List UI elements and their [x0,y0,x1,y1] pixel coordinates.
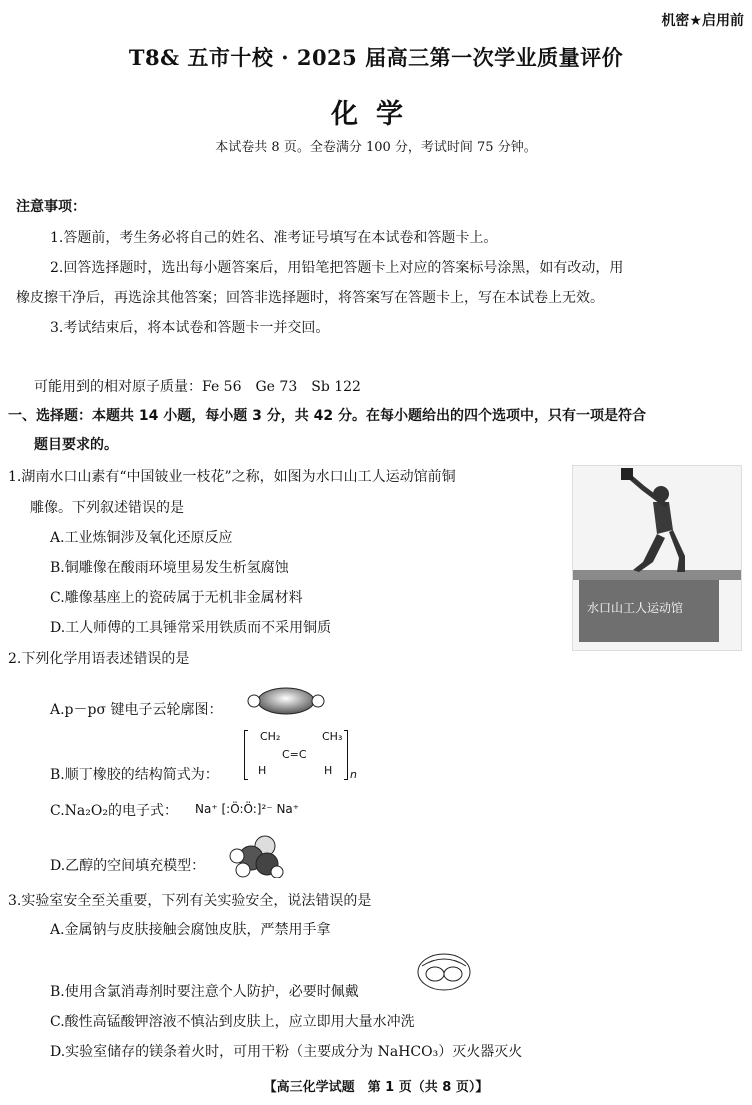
q1-stem: 1.湖南水口山素有“中国铍业一枝花”之称，如图为水口山工人运动馆前铜 [8,469,456,485]
sodium-ion: Na⁺ [276,802,300,816]
struct-ch2: CH₂ [260,730,281,743]
statue-photo [572,465,742,651]
q2-option-b: B.顺丁橡胶的结构简式为： [50,767,219,783]
peroxide-ion: [:Ö:Ö:]²⁻ [221,802,273,816]
electron-formula [195,802,299,816]
q2-option-c: C.Na₂O₂的电子式： [50,803,178,819]
notice-title: 注意事项： [16,199,86,215]
exam-info: 本试卷共 8 页。全卷满分 100 分，考试时间 75 分钟。 [215,140,537,155]
q2-option-a: A.p－pσ 键电子云轮廓图： [50,702,223,718]
q2-stem: 2.下列化学用语表述错误的是 [8,651,190,667]
q3-option-d: D.实验室储存的镁条着火时，可用干粉（主要成分为 NaHCO₃）灭火器灭火 [50,1044,523,1060]
notice-item-3: 3.考试结束后，将本试卷和答题卡一并交回。 [50,320,330,336]
struct-n: n [350,768,357,781]
section-heading-cont: 题目要求的。 [34,437,118,453]
q2-option-d: D.乙醇的空间填充模型： [50,858,206,874]
struct-ch3: CH₃ [322,730,343,743]
q3-option-b: B.使用含氯消毒剂时要注意个人防护，必要时佩戴 [50,984,359,1000]
sodium-ion: Na⁺ [195,802,218,816]
q3-stem: 3.实验室安全至关重要，下列有关实验安全，说法错误的是 [8,893,372,909]
goggles-icon [416,950,472,996]
q3-option-a: A.金属钠与皮肤接触会腐蚀皮肤，严禁用手拿 [50,922,331,938]
notice-item-1: 1.答题前，考生务必将自己的姓名、准考证号填写在本试卷和答题卡上。 [50,230,498,246]
atomic-masses: 可能用到的相对原子质量：Fe 56 Ge 73 Sb 122 [34,379,361,395]
notice-item-2: 2.回答选择题时，选出每小题答案后，用铅笔把答题卡上对应的答案标号涂黑，如有改动，用 [50,260,624,276]
confidential-label: 机密★启用前 [661,13,744,29]
q1-option-a: A.工业炼铜涉及氧化还原反应 [50,530,233,546]
sigma-bond-orbital-icon [246,683,326,723]
plaque-text: 水口山工人运动馆 [587,601,684,615]
q1-option-d: D.工人师傅的工具锤常采用铁质而不采用铜质 [50,620,332,636]
q3-option-c: C.酸性高锰酸钾溶液不慎沾到皮肤上，应立即用大量水冲洗 [50,1014,415,1030]
cis-polybutadiene-structure [244,728,357,784]
page-footer: 【高三化学试题 第 1 页（共 8 页）】 [263,1080,489,1095]
struct-h-left: H [258,764,267,777]
section-heading: 一、选择题：本题共 14 小题，每小题 3 分，共 42 分。在每小题给出的四个选项中，只有一项是符合 [8,408,646,424]
struct-cc: C=C [282,748,307,761]
ethanol-space-filling-icon [229,834,285,882]
q1-option-b: B.铜雕像在酸雨环境里易发生析氢腐蚀 [50,560,289,576]
exam-title: T8& 五市十校 · 2025 届高三第一次学业质量评价 [128,45,624,70]
q1-stem-cont: 雕像。下列叙述错误的是 [30,500,184,516]
subject-title: 化学 [331,99,421,130]
struct-h-right: H [324,764,333,777]
notice-item-2-cont: 橡皮擦干净后，再选涂其他答案；回答非选择题时，将答案写在答题卡上，写在本试卷上无效。 [16,290,604,306]
q1-option-c: C.雕像基座上的瓷砖属于无机非金属材料 [50,590,303,606]
